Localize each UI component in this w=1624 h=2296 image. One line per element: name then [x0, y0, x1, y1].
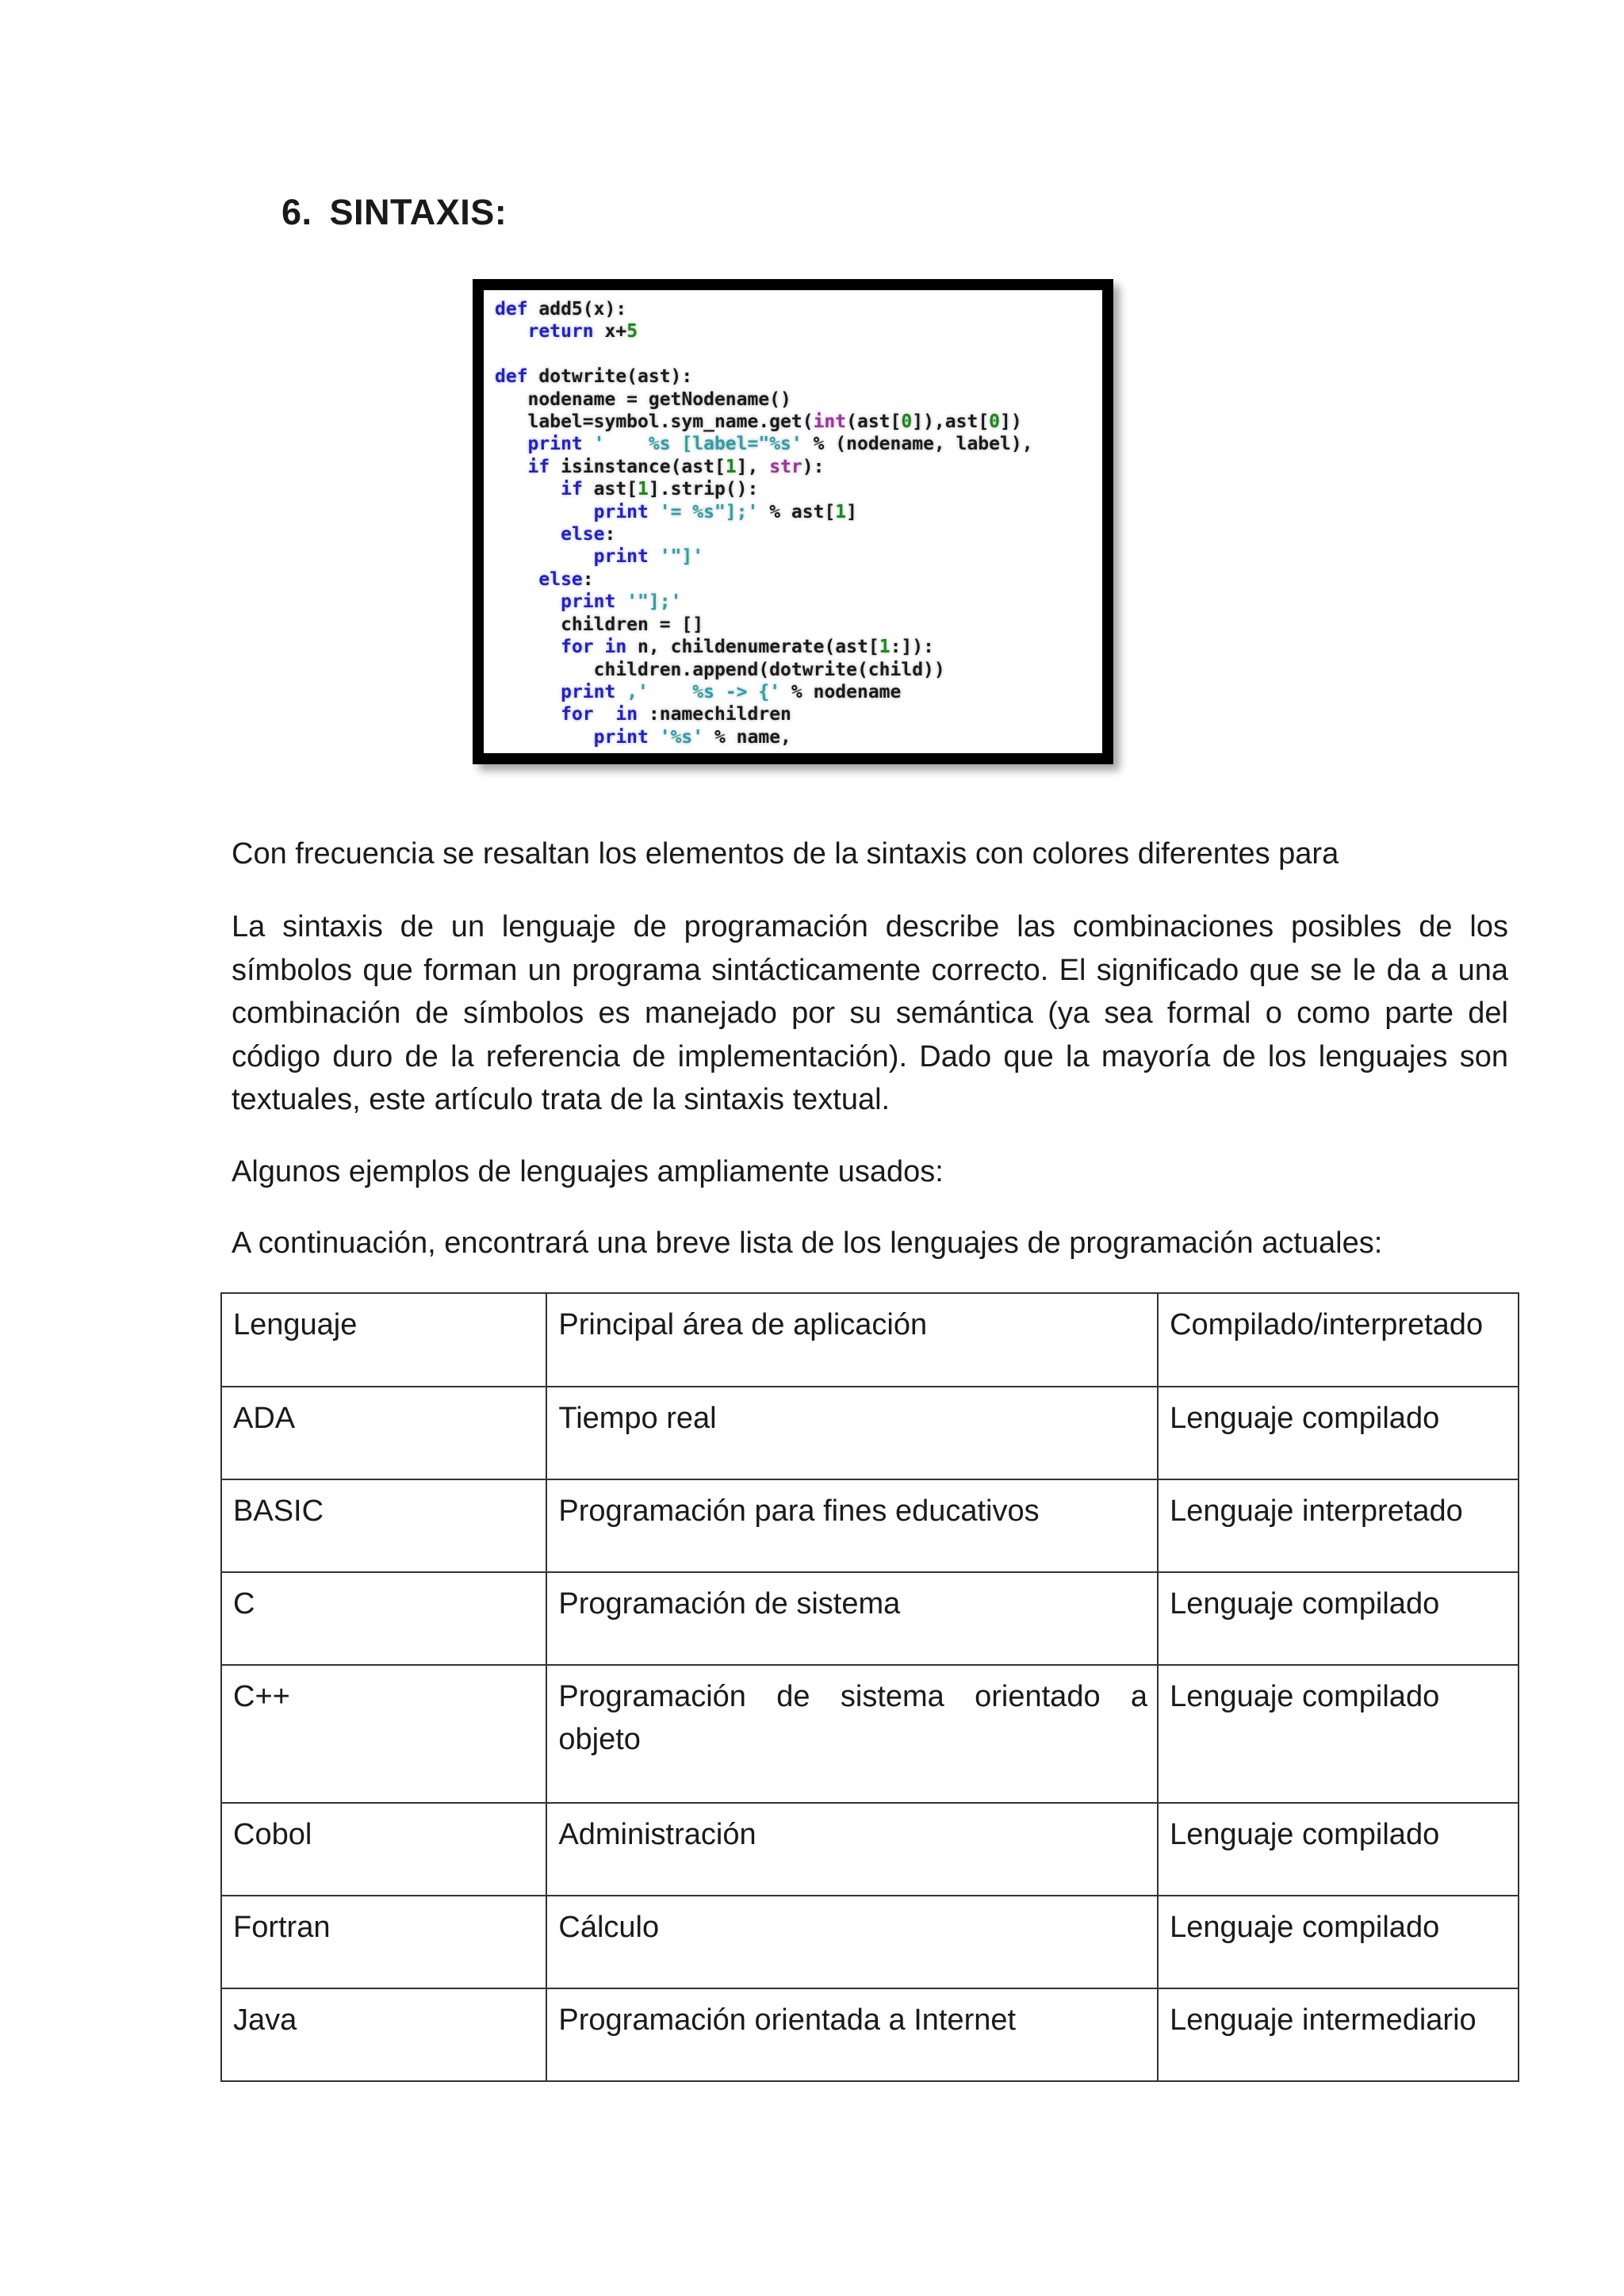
paragraph-intro: Con frecuencia se resaltan los elementos de la sintaxis con colores diferentes para	[232, 837, 1339, 871]
paragraph-syntax-description: La sintaxis de un lenguaje de programación describe las combinaciones posibles de los símbolos que forman un programa sintácticamente correcto. El significado que se le da a una combinación de símbolos es manejado por su semántica (ya sea formal o como parte del código duro de la referencia de implementación). Dado que la mayoría de los lenguajes son textuales, este artículo trata de la sintaxis textual.	[232, 910, 1508, 1116]
code-line	[495, 320, 1033, 342]
code-token: 1	[835, 501, 847, 522]
code-line	[495, 681, 1033, 703]
code-token: 1	[879, 637, 891, 658]
code-token	[495, 321, 528, 342]
code-line	[495, 388, 1033, 411]
cell-compiled-interpreted: Lenguaje compilado	[1158, 1665, 1519, 1803]
cell-application-area: Cálculo	[546, 1896, 1158, 1988]
table-header-row	[221, 1293, 1519, 1387]
code-token: print	[593, 501, 649, 522]
code-token: print	[527, 434, 583, 455]
section-heading	[282, 192, 507, 233]
code-token: ].strip():	[648, 479, 759, 500]
code-token: str	[769, 456, 802, 477]
code-line	[495, 433, 1033, 455]
code-token: ]	[846, 501, 858, 522]
code-token	[594, 704, 616, 725]
paragraph-list-intro: A continuación, encontrará una breve lista de los lenguajes de programación actuales:	[232, 1226, 1383, 1260]
code-token: 1	[638, 479, 649, 500]
code-token	[495, 704, 561, 725]
code-token: for	[561, 704, 594, 725]
code-line	[495, 523, 1033, 545]
code-token: '= %s"];'	[648, 501, 770, 522]
code-line	[495, 568, 1033, 591]
header-language: Lenguaje	[221, 1293, 546, 1387]
cell-application-area: Programación orientada a Internet	[546, 1988, 1158, 2081]
code-token	[495, 457, 528, 477]
code-token: add5(x):	[527, 299, 627, 320]
code-token: in	[604, 637, 627, 658]
cell-language: C++	[221, 1665, 546, 1803]
cell-language: BASIC	[221, 1479, 546, 1572]
code-token: ,' %s -> {'	[615, 681, 791, 702]
cell-compiled-interpreted: Lenguaje compilado	[1158, 1896, 1519, 1988]
code-token: else	[561, 524, 605, 545]
table-row	[221, 1479, 1519, 1572]
cell-application-area: Programación para fines educativos	[546, 1479, 1158, 1572]
code-line	[495, 365, 1033, 388]
code-token	[495, 479, 561, 499]
cell-compiled-interpreted: Lenguaje compilado	[1158, 1803, 1519, 1896]
code-token: n, childenumerate(ast[	[626, 637, 879, 658]
code-token: % ast[	[769, 501, 836, 522]
code-line	[495, 659, 1033, 681]
cell-application-area: Administración	[546, 1803, 1158, 1896]
code-token: 0	[989, 411, 1001, 433]
code-token	[495, 524, 561, 545]
header-compiled-interpreted: Compilado/interpretado	[1158, 1293, 1519, 1387]
code-token: children = []	[495, 614, 704, 635]
code-token	[495, 434, 528, 454]
code-token	[495, 502, 594, 522]
header-application-area: Principal área de aplicación	[546, 1293, 1158, 1387]
code-line	[495, 591, 1033, 613]
code-token: def	[495, 366, 528, 388]
code-line	[495, 545, 1033, 568]
code-line	[495, 726, 1033, 748]
code-token: children.append(dotwrite(child))	[495, 659, 945, 680]
code-line	[495, 478, 1033, 500]
code-token	[495, 591, 561, 612]
code-token	[495, 637, 561, 657]
code-token: ])	[1000, 411, 1022, 433]
cell-language: Cobol	[221, 1803, 546, 1896]
paragraph-examples: Algunos ejemplos de lenguajes ampliamente usados:	[232, 1155, 944, 1188]
code-token: % (nodename, label),	[813, 434, 1033, 455]
cell-compiled-interpreted: Lenguaje compilado	[1158, 1572, 1519, 1665]
code-line	[495, 411, 1033, 433]
cell-language: Java	[221, 1988, 546, 2081]
table-row	[221, 1572, 1519, 1665]
code-token	[495, 569, 538, 590]
code-token: return	[527, 321, 594, 342]
section-number: 6.	[282, 192, 312, 232]
code-token: '"];'	[615, 591, 682, 613]
code-token: in	[615, 704, 638, 725]
code-token: print	[593, 726, 649, 748]
code-token: '%s'	[648, 726, 714, 748]
code-token: isinstance(ast[	[550, 456, 726, 477]
code-token: :	[604, 524, 616, 545]
code-token: ast[	[582, 479, 638, 500]
code-token: ]),ast[	[912, 411, 990, 433]
cell-compiled-interpreted: Lenguaje interpretado	[1158, 1479, 1519, 1572]
code-token: label=symbol.sym_name.get(	[495, 411, 814, 433]
code-token: if	[561, 479, 583, 500]
cell-compiled-interpreted: Lenguaje intermediario	[1158, 1988, 1519, 2081]
languages-table	[220, 1292, 1519, 2082]
code-listing	[495, 298, 1033, 748]
code-token: else	[538, 568, 583, 590]
code-token: nodename = getNodename()	[495, 388, 791, 410]
code-token: print	[593, 546, 649, 568]
table-row	[221, 1896, 1519, 1988]
code-token: :namechildren	[638, 704, 791, 725]
cell-language: ADA	[221, 1387, 546, 1479]
code-token	[495, 682, 561, 702]
code-line	[495, 298, 1033, 320]
cell-application-area: Programación de sistema orientado a objeto	[546, 1665, 1158, 1803]
code-line	[495, 614, 1033, 636]
code-token: for	[561, 637, 594, 658]
code-token: 0	[901, 411, 913, 433]
code-token: :	[582, 568, 594, 590]
code-token: if	[527, 456, 550, 477]
code-token	[495, 546, 594, 567]
code-token: print	[561, 681, 616, 702]
code-token: dotwrite(ast):	[527, 366, 693, 388]
code-line	[495, 343, 1033, 365]
code-token: ):	[802, 456, 825, 477]
code-line	[495, 501, 1033, 523]
code-token: int	[813, 411, 847, 433]
table-row	[221, 1387, 1519, 1479]
section-title: SINTAXIS:	[329, 192, 508, 232]
table-row	[221, 1665, 1519, 1803]
code-token: % nodename	[791, 681, 902, 702]
code-token: 5	[626, 321, 638, 342]
cell-compiled-interpreted: Lenguaje compilado	[1158, 1387, 1519, 1479]
cell-language: C	[221, 1572, 546, 1665]
cell-application-area: Programación de sistema	[546, 1572, 1158, 1665]
code-token: x+	[593, 321, 627, 342]
code-token: 1	[725, 456, 737, 477]
code-token	[594, 637, 605, 657]
code-token: :]):	[890, 637, 934, 658]
code-token: '"]'	[648, 546, 704, 568]
code-line	[495, 703, 1033, 725]
code-token: ],	[736, 456, 770, 477]
code-token: ' %s [label="%s'	[582, 434, 814, 455]
code-screenshot	[473, 279, 1113, 764]
code-token: def	[495, 299, 528, 320]
table-row	[221, 1988, 1519, 2081]
cell-application-area: Tiempo real	[546, 1387, 1158, 1479]
code-line	[495, 456, 1033, 478]
code-token	[495, 344, 506, 365]
code-token	[495, 727, 594, 748]
cell-language: Fortran	[221, 1896, 546, 1988]
code-token: % name,	[714, 726, 791, 748]
table-row	[221, 1803, 1519, 1896]
code-token: print	[561, 591, 616, 613]
code-line	[495, 636, 1033, 658]
code-token: (ast[	[846, 411, 902, 433]
